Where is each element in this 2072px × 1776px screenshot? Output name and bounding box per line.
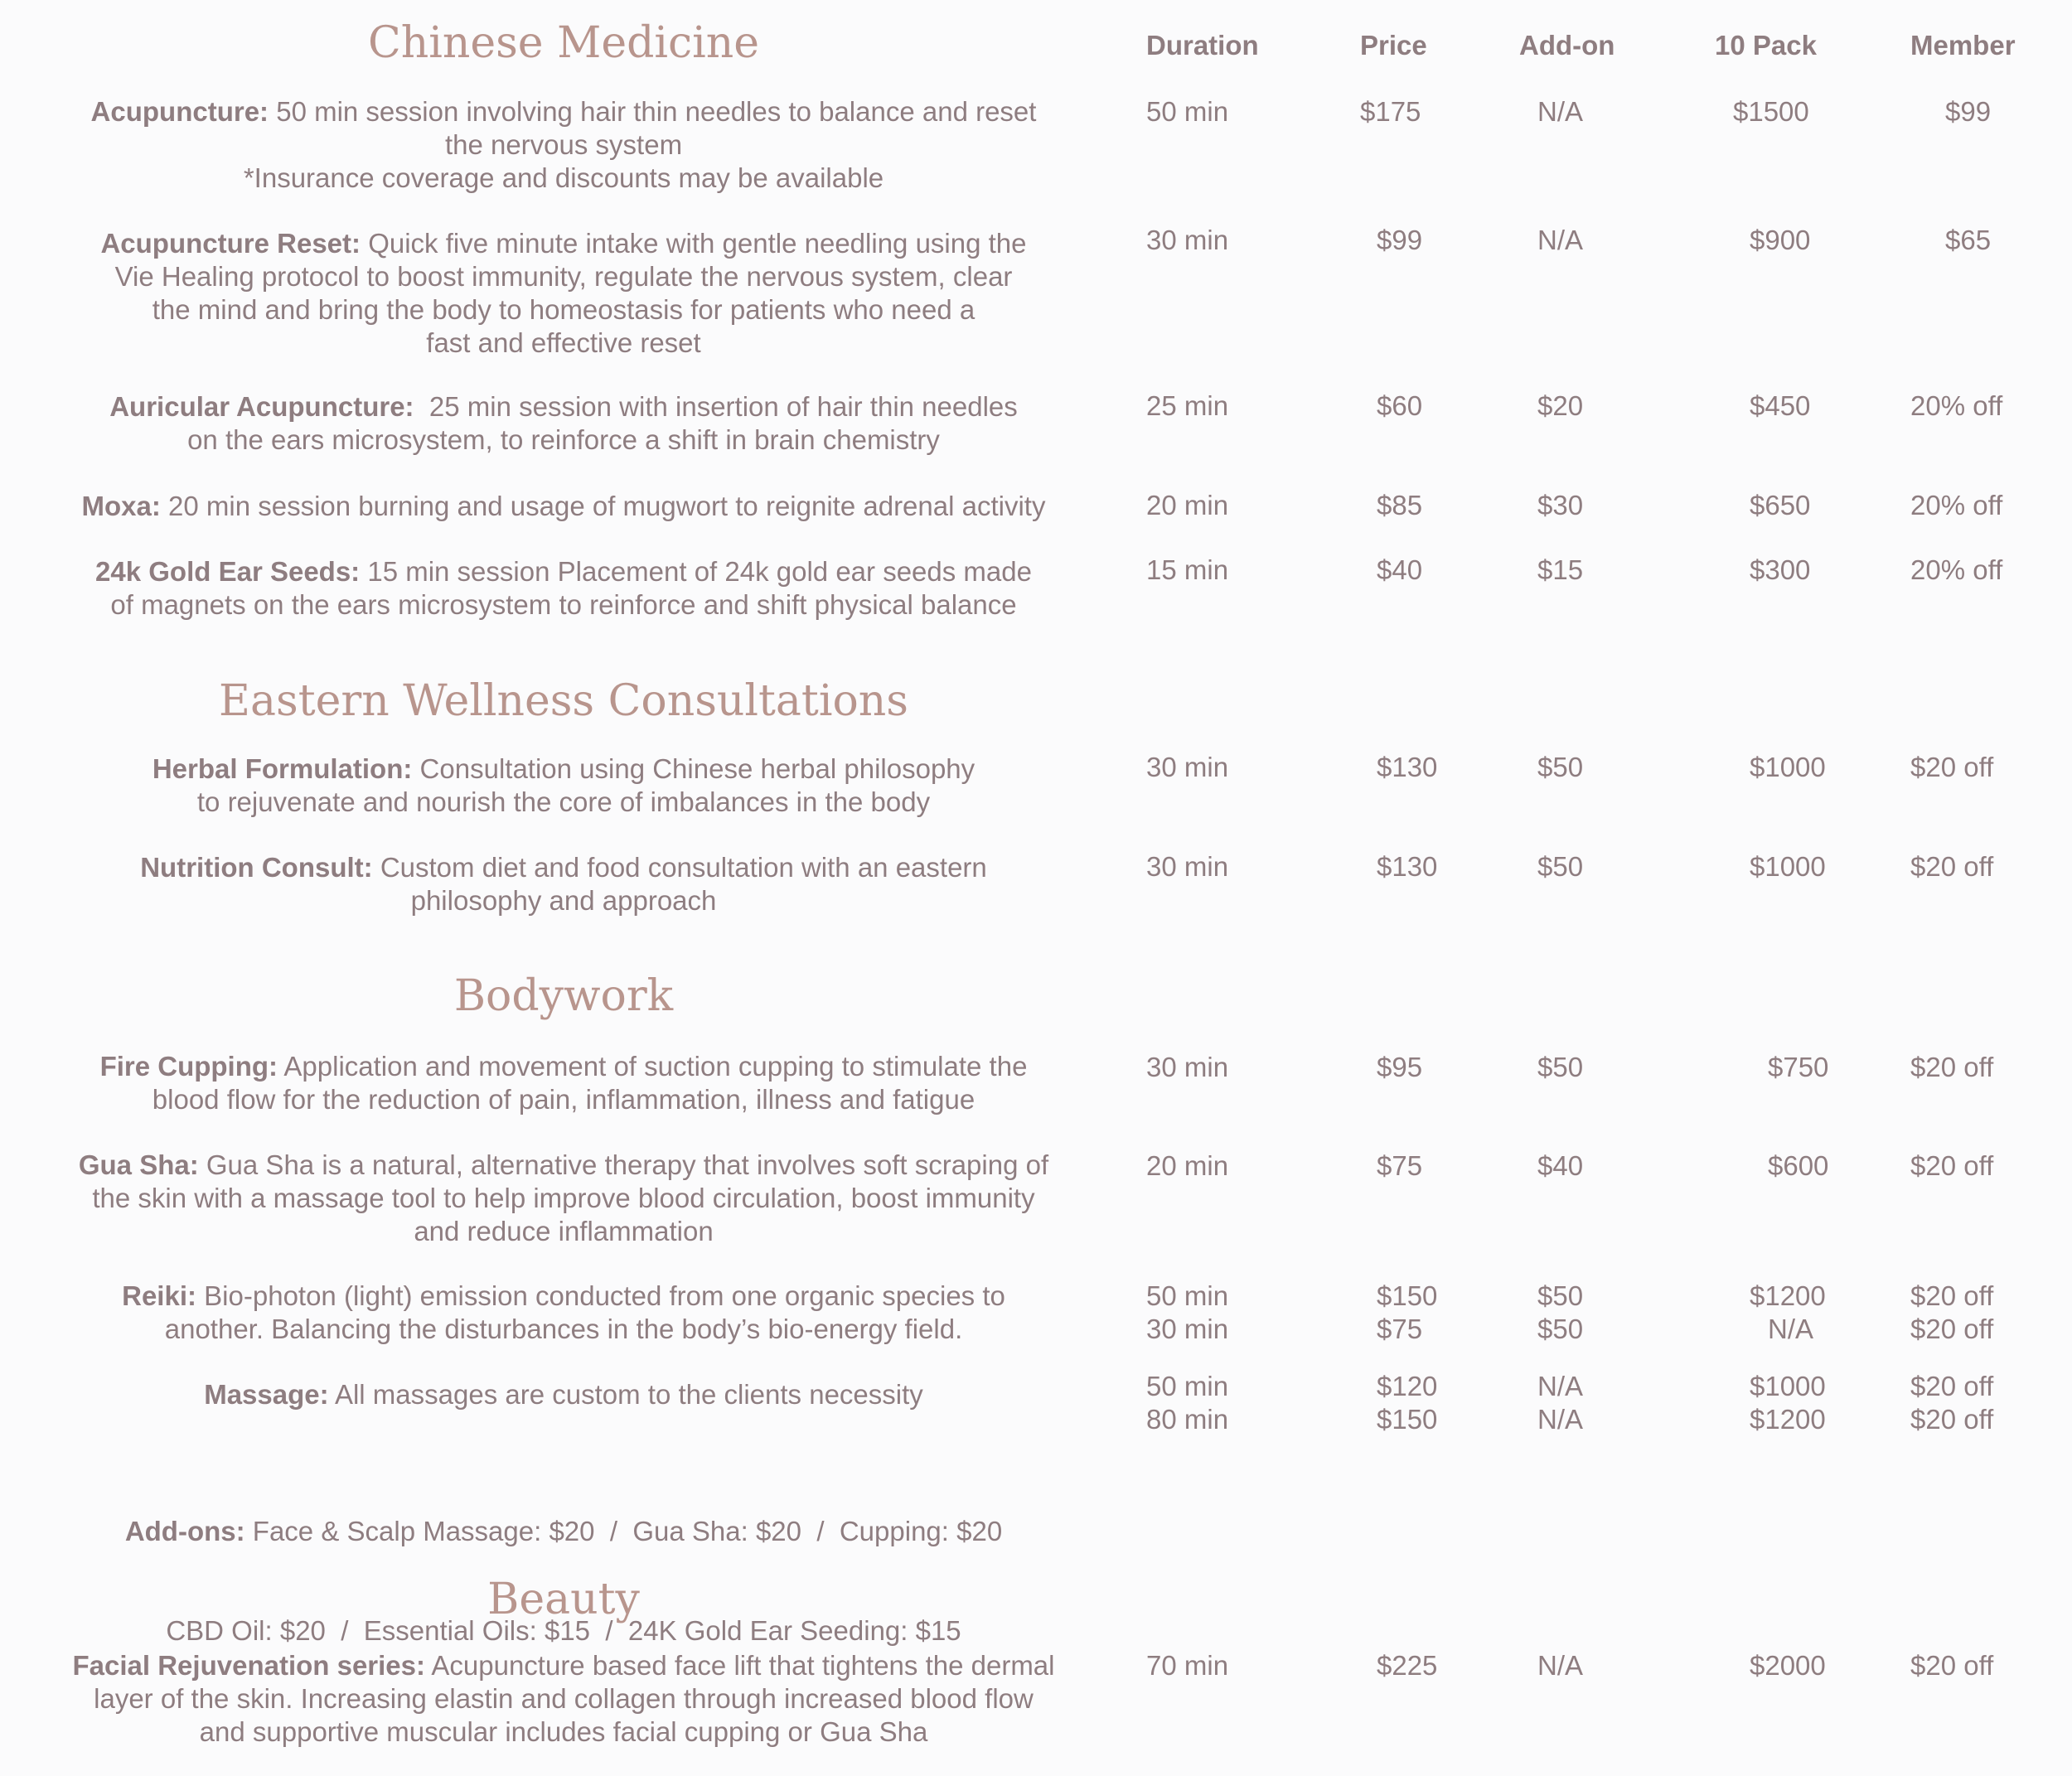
addon-cell: $50: [1537, 1280, 1584, 1311]
price-cell: $85: [1377, 490, 1423, 520]
service-name: Add-ons:: [124, 1516, 245, 1546]
duration-cell: 20 min: [1146, 1150, 1229, 1181]
service-description: [33, 490, 1094, 523]
duration-cell: 30 min: [1146, 851, 1229, 882]
section-title-eastern-wellness: Eastern Wellness Consultations: [219, 676, 908, 726]
addon-cell: $40: [1537, 1150, 1584, 1181]
duration-cell: 30 min: [1146, 225, 1229, 255]
duration-cell: 25 min: [1146, 390, 1229, 421]
service-text: Application and movement of suction cupping to stimulate the: [283, 1051, 1028, 1082]
service-description: [33, 1050, 1094, 1116]
service-name: Acupuncture:: [90, 96, 269, 127]
service-name: Auricular Acupuncture:: [109, 391, 414, 422]
service-text: to rejuvenate and nourish the core of imbalances in the body: [196, 786, 931, 817]
addon-cell: $30: [1537, 490, 1584, 520]
addon-cell: N/A: [1537, 96, 1584, 127]
service-text: Vie Healing protocol to boost immunity, regulate the nervous system, clear: [114, 261, 1013, 292]
pack-cell: $300: [1750, 554, 1811, 585]
duration-cell: 50 min: [1146, 1280, 1229, 1311]
addon-cell: $50: [1537, 752, 1584, 782]
service-description: [33, 95, 1094, 195]
pack-cell: $600: [1768, 1150, 1829, 1181]
column-header-member: Member: [1910, 30, 2016, 60]
price-cell: $120: [1377, 1371, 1438, 1401]
service-description: [33, 851, 1094, 917]
pack-cell: $2000: [1750, 1650, 1826, 1681]
service-text: the mind and bring the body to homeostasis for patients who need a: [152, 294, 975, 325]
member-cell: $20 off: [1910, 1404, 1994, 1435]
member-cell: $20 off: [1910, 1150, 1994, 1181]
price-cell: $75: [1377, 1314, 1423, 1344]
duration-cell: 30 min: [1146, 752, 1229, 782]
service-name: Reiki:: [122, 1280, 196, 1311]
service-text: All massages are custom to the clients necessity: [334, 1379, 923, 1410]
duration-cell: 50 min: [1146, 96, 1229, 127]
section-title-chinese-medicine: Chinese Medicine: [367, 18, 760, 68]
service-text: CBD Oil: $20 / Essential Oils: $15 / 24K Gold Ear Seeding: $15: [166, 1615, 961, 1646]
addon-cell: N/A: [1537, 1371, 1584, 1401]
member-cell: 20% off: [1910, 490, 2003, 520]
column-header-10-pack: 10 Pack: [1715, 30, 1817, 60]
price-cell: $40: [1377, 554, 1423, 585]
service-text: Bio-photon (light) emission conducted from one organic species to: [204, 1280, 1005, 1311]
service-text: 25 min session with insertion of hair thin needles: [428, 391, 1018, 422]
price-cell: $60: [1377, 390, 1423, 421]
service-text: another. Balancing the disturbances in the body’s bio-energy field.: [164, 1314, 963, 1344]
section-title-beauty: Beauty: [487, 1575, 640, 1624]
service-name: 24k Gold Ear Seeds:: [95, 556, 361, 587]
service-name: Fire Cupping:: [99, 1051, 278, 1082]
pack-cell: $1000: [1750, 752, 1826, 782]
service-text: Custom diet and food consultation with an eastern: [380, 852, 987, 883]
pack-cell: $450: [1750, 390, 1811, 421]
addon-cell: N/A: [1537, 1650, 1584, 1681]
service-text: *Insurance coverage and discounts may be available: [243, 162, 884, 193]
service-text: and reduce inflammation: [414, 1216, 714, 1246]
service-name: Moxa:: [81, 491, 161, 521]
column-header-price: Price: [1360, 30, 1427, 60]
pack-cell: $650: [1750, 490, 1811, 520]
addon-cell: N/A: [1537, 1404, 1584, 1435]
price-cell: $175: [1360, 96, 1421, 127]
service-description: [33, 1149, 1094, 1248]
member-cell: $20 off: [1910, 1650, 1994, 1681]
service-name: Herbal Formulation:: [152, 753, 413, 784]
service-text: Face & Scalp Massage: $20 / Gua Sha: $20 / Cupping: $20: [252, 1516, 1003, 1546]
service-description: [33, 1449, 1094, 1681]
service-text: on the ears microsystem, to reinforce a shift in brain chemistry: [187, 424, 940, 455]
service-description: [33, 1378, 1094, 1411]
duration-cell: 15 min: [1146, 554, 1229, 585]
pack-cell: $900: [1750, 225, 1811, 255]
member-cell: $99: [1945, 96, 1992, 127]
service-text: Consultation using Chinese herbal philosophy: [419, 753, 975, 784]
column-header-duration: Duration: [1146, 30, 1259, 60]
member-cell: 20% off: [1910, 390, 2003, 421]
addon-cell: $50: [1537, 1052, 1584, 1082]
service-description: [33, 753, 1094, 819]
price-cell: $130: [1377, 851, 1438, 882]
column-header-addon: Add-on: [1519, 30, 1615, 60]
pack-cell: $1000: [1750, 851, 1826, 882]
service-name: Acupuncture Reset:: [100, 228, 361, 259]
duration-cell: 30 min: [1146, 1052, 1229, 1082]
duration-cell: 70 min: [1146, 1650, 1229, 1681]
duration-cell: 50 min: [1146, 1371, 1229, 1401]
pack-cell: $750: [1768, 1052, 1829, 1082]
addon-cell: $50: [1537, 851, 1584, 882]
addon-cell: $50: [1537, 1314, 1584, 1344]
service-description: [33, 555, 1094, 622]
price-cell: $225: [1377, 1650, 1438, 1681]
service-text: the nervous system: [444, 129, 683, 160]
member-cell: $20 off: [1910, 1371, 1994, 1401]
pack-cell: $1200: [1750, 1280, 1826, 1311]
service-text: Acupuncture based face lift that tightens the dermal: [431, 1650, 1055, 1681]
service-name: Massage:: [204, 1379, 329, 1410]
duration-cell: 80 min: [1146, 1404, 1229, 1435]
pack-cell: $1000: [1750, 1371, 1826, 1401]
addon-cell: N/A: [1537, 225, 1584, 255]
price-cell: $150: [1377, 1280, 1438, 1311]
duration-cell: 30 min: [1146, 1314, 1229, 1344]
service-text: blood flow for the reduction of pain, inflammation, illness and fatigue: [152, 1084, 975, 1115]
member-cell: $20 off: [1910, 851, 1994, 882]
service-description: [33, 227, 1094, 360]
service-text: the skin with a massage tool to help improve blood circulation, boost immunity: [92, 1183, 1035, 1213]
service-text: and supportive muscular includes facial cupping or Gua Sha: [199, 1716, 928, 1747]
service-description: [33, 1280, 1094, 1346]
pack-cell: $1500: [1733, 96, 1809, 127]
pack-cell: $1200: [1750, 1404, 1826, 1435]
service-name: Facial Rejuvenation series:: [72, 1650, 426, 1681]
member-cell: $65: [1945, 225, 1992, 255]
price-cell: $130: [1377, 752, 1438, 782]
price-cell: $150: [1377, 1404, 1438, 1435]
service-description: [33, 390, 1094, 457]
service-text: Quick five minute intake with gentle needling using the: [368, 228, 1027, 259]
service-name: Gua Sha:: [78, 1149, 199, 1180]
duration-cell: 20 min: [1146, 490, 1229, 520]
member-cell: $20 off: [1910, 1052, 1994, 1082]
member-cell: $20 off: [1910, 1314, 1994, 1344]
service-name: Nutrition Consult:: [140, 852, 373, 883]
service-text: layer of the skin. Increasing elastin and collagen through increased blood flow: [94, 1683, 1034, 1714]
service-description: [33, 1649, 1094, 1749]
service-text: of magnets on the ears microsystem to reinforce and shift physical balance: [110, 589, 1017, 620]
price-cell: $95: [1377, 1052, 1423, 1082]
member-cell: $20 off: [1910, 752, 1994, 782]
price-cell: $99: [1377, 225, 1423, 255]
service-text: fast and effective reset: [426, 327, 701, 358]
price-cell: $75: [1377, 1150, 1423, 1181]
pack-cell: N/A: [1768, 1314, 1814, 1344]
service-text: 15 min session Placement of 24k gold ear seeds made: [367, 556, 1032, 587]
addon-cell: $20: [1537, 390, 1584, 421]
service-text: 50 min session involving hair thin needles to balance and reset: [276, 96, 1037, 127]
addon-cell: $15: [1537, 554, 1584, 585]
service-text: philosophy and approach: [410, 885, 717, 916]
service-text: Gua Sha is a natural, alternative therapy that involves soft scraping of: [206, 1149, 1049, 1180]
section-title-bodywork: Bodywork: [453, 971, 674, 1021]
member-cell: $20 off: [1910, 1280, 1994, 1311]
member-cell: 20% off: [1910, 554, 2003, 585]
service-text: 20 min session burning and usage of mugwort to reignite adrenal activity: [168, 491, 1046, 521]
